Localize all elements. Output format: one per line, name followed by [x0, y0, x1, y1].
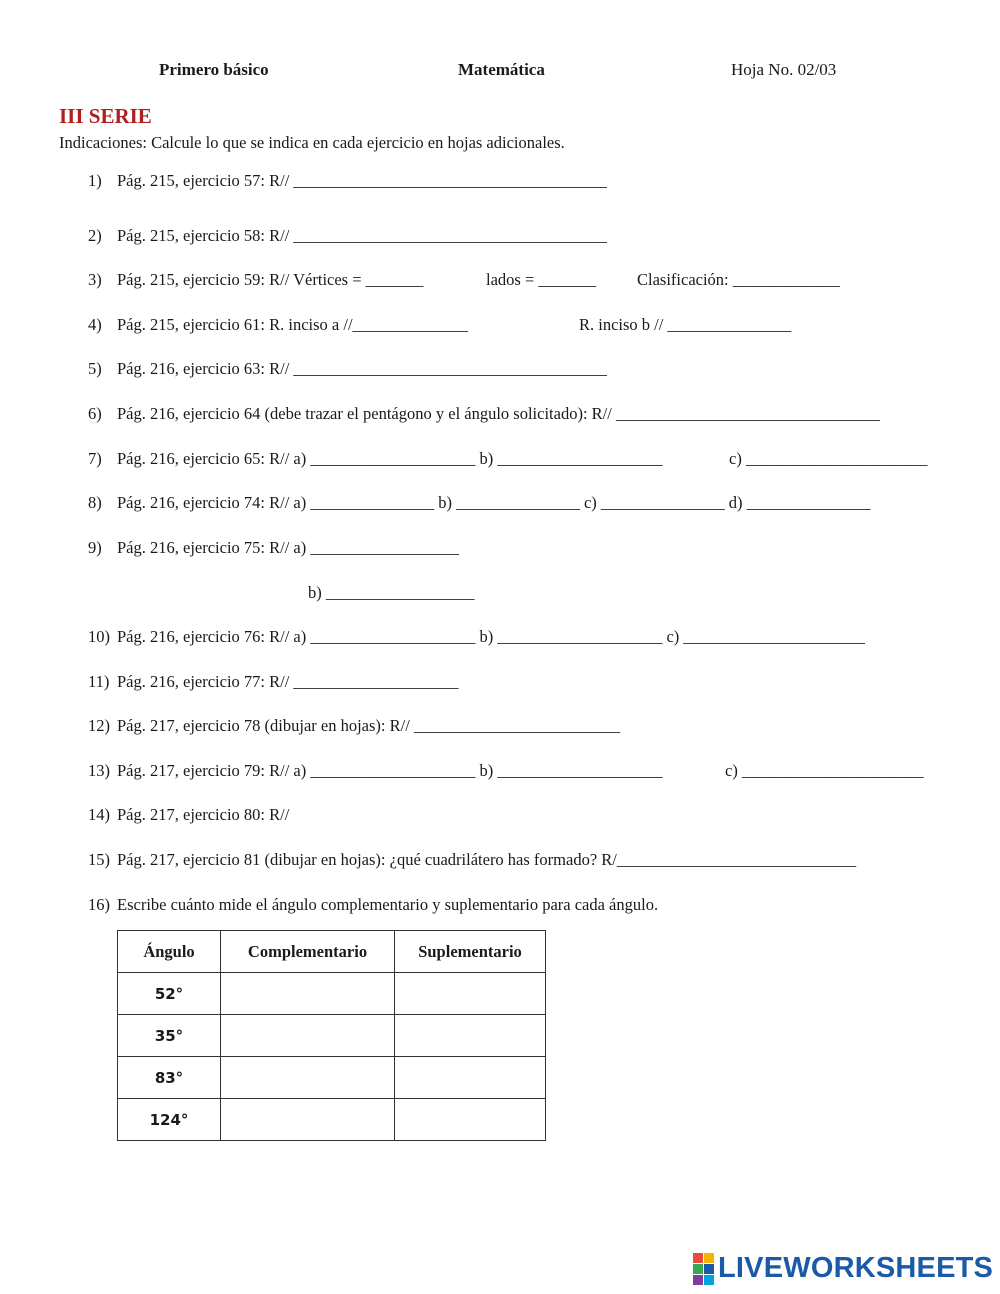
question-3-classification[interactable]: Clasificación: _____________ — [637, 270, 841, 289]
subject-label: Matemática — [458, 60, 545, 79]
question-15[interactable] — [88, 850, 856, 870]
question-3-sides[interactable]: lados = _______ — [486, 270, 597, 289]
question-7-part-c[interactable]: c) ______________________ — [729, 449, 928, 468]
question-text: Pág. 216, ejercicio 74: R// a) _______________ b) _______________ c) _______________ d) _______________ — [117, 493, 871, 512]
question-text: Pág. 217, ejercicio 78 (dibujar en hojas): R// _________________________ — [117, 716, 621, 735]
section-title: III SERIE — [59, 104, 152, 128]
question-16 — [88, 895, 658, 915]
question-text: Pág. 217, ejercicio 79: R// a) ____________________ b) ____________________ — [117, 761, 663, 780]
question-number: 13) — [88, 761, 110, 780]
table-row — [118, 1015, 546, 1057]
table-row — [118, 1099, 546, 1141]
question-number: 5) — [88, 359, 102, 378]
question-number: 8) — [88, 493, 102, 512]
question-text: Pág. 215, ejercicio 57: R// ______________________________________ — [117, 171, 607, 190]
question-4[interactable] — [88, 315, 468, 335]
complementary-cell[interactable] — [221, 973, 395, 1015]
question-number: 4) — [88, 315, 102, 334]
header-supplementary: Suplementario — [395, 931, 546, 973]
question-number: 11) — [88, 672, 110, 691]
sheet-number: Hoja No. 02/03 — [731, 60, 837, 79]
question-text: Pág. 215, ejercicio 58: R// ______________________________________ — [117, 226, 607, 245]
question-text: Escribe cuánto mide el ángulo complementario y suplementario para cada ángulo. — [117, 895, 659, 914]
question-text: Pág. 215, ejercicio 59: R// Vértices = _______ — [117, 270, 424, 289]
question-12[interactable] — [88, 716, 620, 736]
question-11[interactable] — [88, 672, 458, 692]
question-2[interactable] — [88, 226, 607, 246]
question-number: 12) — [88, 716, 110, 735]
question-7[interactable] — [88, 449, 662, 469]
question-number: 7) — [88, 449, 102, 468]
question-4-part-b[interactable]: R. inciso b // _______________ — [579, 315, 792, 334]
question-8[interactable] — [88, 493, 870, 513]
question-text: Pág. 217, ejercicio 80: R// — [117, 805, 290, 824]
table-row — [118, 1057, 546, 1099]
question-number: 14) — [88, 805, 110, 824]
question-number: 9) — [88, 538, 102, 557]
complementary-cell[interactable] — [221, 1057, 395, 1099]
angle-value: 52° — [118, 973, 221, 1015]
question-number: 3) — [88, 270, 102, 289]
supplementary-cell[interactable] — [395, 1015, 546, 1057]
question-text: Pág. 216, ejercicio 75: R// a) __________________ — [117, 538, 459, 557]
question-3[interactable] — [88, 270, 423, 290]
angle-value: 124° — [118, 1099, 221, 1141]
liveworksheets-logo-icon — [693, 1253, 714, 1285]
liveworksheets-brand: LIVEWORKSHEETS — [718, 1252, 994, 1284]
question-number: 10) — [88, 627, 110, 646]
question-13[interactable] — [88, 761, 662, 781]
question-13-part-c[interactable]: c) ______________________ — [725, 761, 924, 780]
question-text: Pág. 217, ejercicio 81 (dibujar en hojas): ¿qué cuadrilátero has formado? R/_____________________________ — [117, 850, 857, 869]
angle-value: 35° — [118, 1015, 221, 1057]
supplementary-cell[interactable] — [395, 973, 546, 1015]
grade-label: Primero básico — [159, 60, 269, 79]
instructions: Indicaciones: Calcule lo que se indica en cada ejercicio en hojas adicionales. — [59, 133, 565, 152]
question-text: Pág. 215, ejercicio 61: R. inciso a //______________ — [117, 315, 469, 334]
question-number: 2) — [88, 226, 102, 245]
question-10[interactable] — [88, 627, 865, 647]
question-9[interactable] — [88, 538, 459, 558]
table-header-row — [118, 931, 546, 973]
header-angle: Ángulo — [118, 931, 221, 973]
question-number: 16) — [88, 895, 110, 914]
question-number: 15) — [88, 850, 110, 869]
question-number: 6) — [88, 404, 102, 423]
supplementary-cell[interactable] — [395, 1057, 546, 1099]
liveworksheets-logo — [693, 1252, 993, 1285]
question-5[interactable] — [88, 359, 607, 379]
question-text: Pág. 216, ejercicio 63: R// ______________________________________ — [117, 359, 607, 378]
question-text: Pág. 216, ejercicio 65: R// a) ____________________ b) ____________________ — [117, 449, 663, 468]
angle-value: 83° — [118, 1057, 221, 1099]
complementary-cell[interactable] — [221, 1015, 395, 1057]
question-text: Pág. 216, ejercicio 77: R// ____________________ — [117, 672, 459, 691]
question-6[interactable] — [88, 404, 880, 424]
question-text: Pág. 216, ejercicio 76: R// a) ____________________ b) ____________________ c) ______________________ — [117, 627, 865, 646]
question-14[interactable] — [88, 805, 289, 825]
complementary-cell[interactable] — [221, 1099, 395, 1141]
table-row — [118, 973, 546, 1015]
question-1[interactable] — [88, 171, 607, 191]
question-text: Pág. 216, ejercicio 64 (debe trazar el pentágono y el ángulo solicitado): R// ________________________________ — [117, 404, 880, 423]
question-9-part-b[interactable]: b) __________________ — [308, 583, 475, 602]
question-number: 1) — [88, 171, 102, 190]
angle-table — [117, 930, 546, 1141]
supplementary-cell[interactable] — [395, 1099, 546, 1141]
header-complementary: Complementario — [221, 931, 395, 973]
